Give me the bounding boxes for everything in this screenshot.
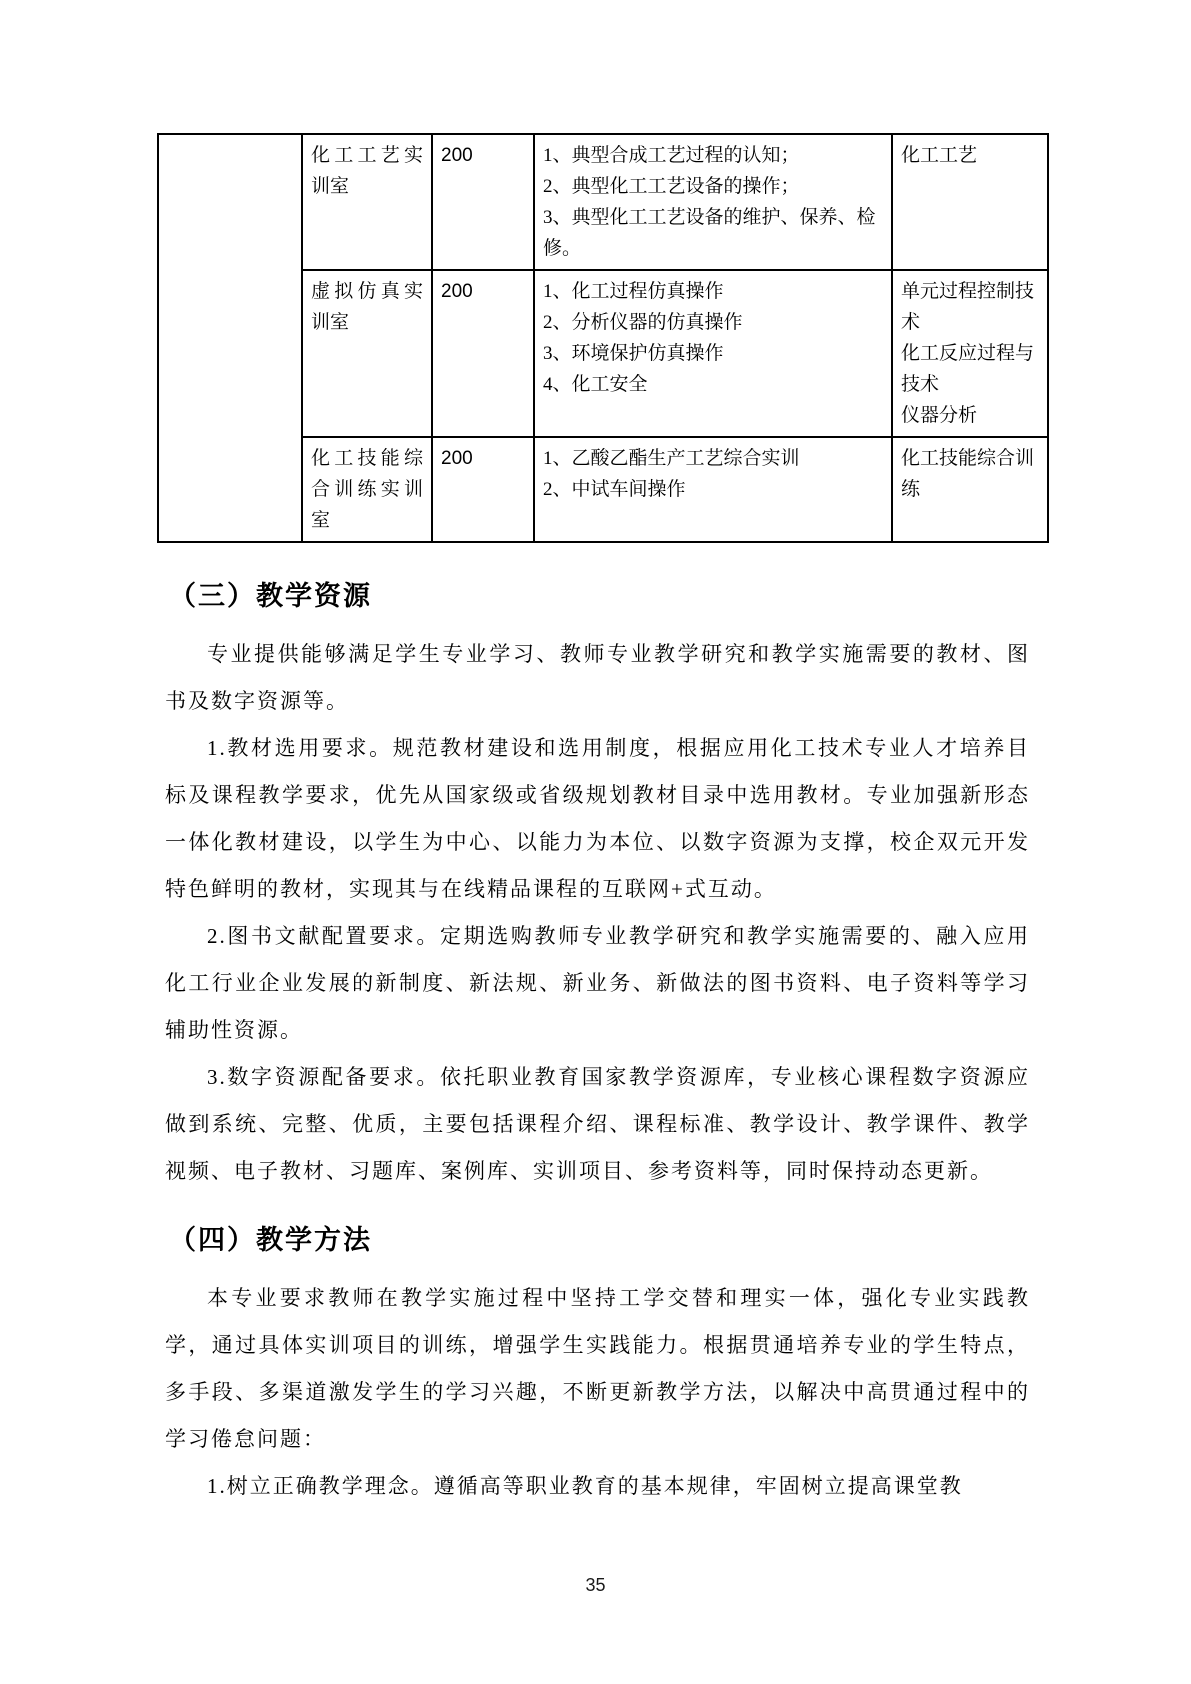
table-row — [158, 134, 1048, 270]
area-cell: 200 — [432, 437, 534, 542]
training-item: 2、中试车间操作 — [543, 479, 686, 500]
area-cell: 200 — [432, 134, 534, 270]
course-cell — [892, 270, 1048, 437]
paragraph: 专业提供能够满足学生专业学习、教师专业教学研究和教学实施需要的教材、图书及数字资源等。 — [165, 642, 1030, 713]
section-heading-teaching-resources: （三）教学资源 — [169, 581, 372, 611]
course-item: 仪器分析 — [901, 405, 978, 426]
course-item: 化工反应过程与技术 — [901, 343, 1035, 395]
training-item: 1、化工过程仿真操作 — [543, 281, 724, 302]
room-name-cell: 化工技能综合训练实训室 — [302, 437, 432, 542]
training-item: 1、典型合成工艺过程的认知； — [543, 145, 800, 166]
training-items-cell — [534, 270, 892, 437]
training-item: 3、典型化工工艺设备的维护、保养、检修。 — [543, 207, 876, 259]
training-rooms-table — [157, 133, 1049, 543]
area-cell: 200 — [432, 270, 534, 437]
merged-empty-cell — [158, 134, 302, 542]
paragraph: 1.教材选用要求。规范教材建设和选用制度，根据应用化工技术专业人才培养目标及课程教学要求，优先从国家级或省级规划教材目录中选用教材。专业加强新形态一体化教材建设，以学生为中心、以能力为本位、以数字资源为支撑，校企双元开发特色鲜明的教材，实现其与在线精品课程的互联网+式互动。 — [165, 736, 1030, 901]
course-item: 化工工艺 — [901, 145, 978, 166]
text-block — [165, 579, 1030, 1510]
course-item: 化工技能综合训练 — [901, 448, 1035, 500]
training-item: 1、乙酸乙酯生产工艺综合实训 — [543, 448, 800, 469]
section-heading-teaching-methods: （四）教学方法 — [169, 1225, 372, 1255]
course-cell — [892, 134, 1048, 270]
course-item: 单元过程控制技术 — [901, 281, 1035, 333]
paragraph: 本专业要求教师在教学实施过程中坚持工学交替和理实一体，强化专业实践教学，通过具体实训项目的训练，增强学生实践能力。根据贯通培养专业的学生特点，多手段、多渠道激发学生的学习兴趣，不断更新教学方法，以解决中高贯通过程中的学习倦怠问题： — [165, 1286, 1030, 1451]
training-item: 2、典型化工工艺设备的操作； — [543, 176, 800, 197]
page-number: 35 — [585, 1575, 606, 1595]
room-name-cell: 化工工艺实训室 — [302, 134, 432, 270]
paragraph: 2.图书文献配置要求。定期选购教师专业教学研究和教学实施需要的、融入应用化工行业企业发展的新制度、新法规、新业务、新做法的图书资料、电子资料等学习辅助性资源。 — [165, 924, 1030, 1042]
training-item: 4、化工安全 — [543, 374, 648, 395]
room-name-cell: 虚拟仿真实训室 — [302, 270, 432, 437]
course-cell — [892, 437, 1048, 542]
training-item: 3、环境保护仿真操作 — [543, 343, 724, 364]
training-items-cell — [534, 437, 892, 542]
training-item: 2、分析仪器的仿真操作 — [543, 312, 743, 333]
paragraph: 3.数字资源配备要求。依托职业教育国家教学资源库，专业核心课程数字资源应做到系统、完整、优质，主要包括课程介绍、课程标准、教学设计、教学课件、教学视频、电子教材、习题库、案例库、实训项目、参考资料等，同时保持动态更新。 — [165, 1065, 1030, 1183]
paragraph: 1.树立正确教学理念。遵循高等职业教育的基本规律，牢固树立提高课堂教 — [207, 1474, 963, 1498]
training-items-cell — [534, 134, 892, 270]
